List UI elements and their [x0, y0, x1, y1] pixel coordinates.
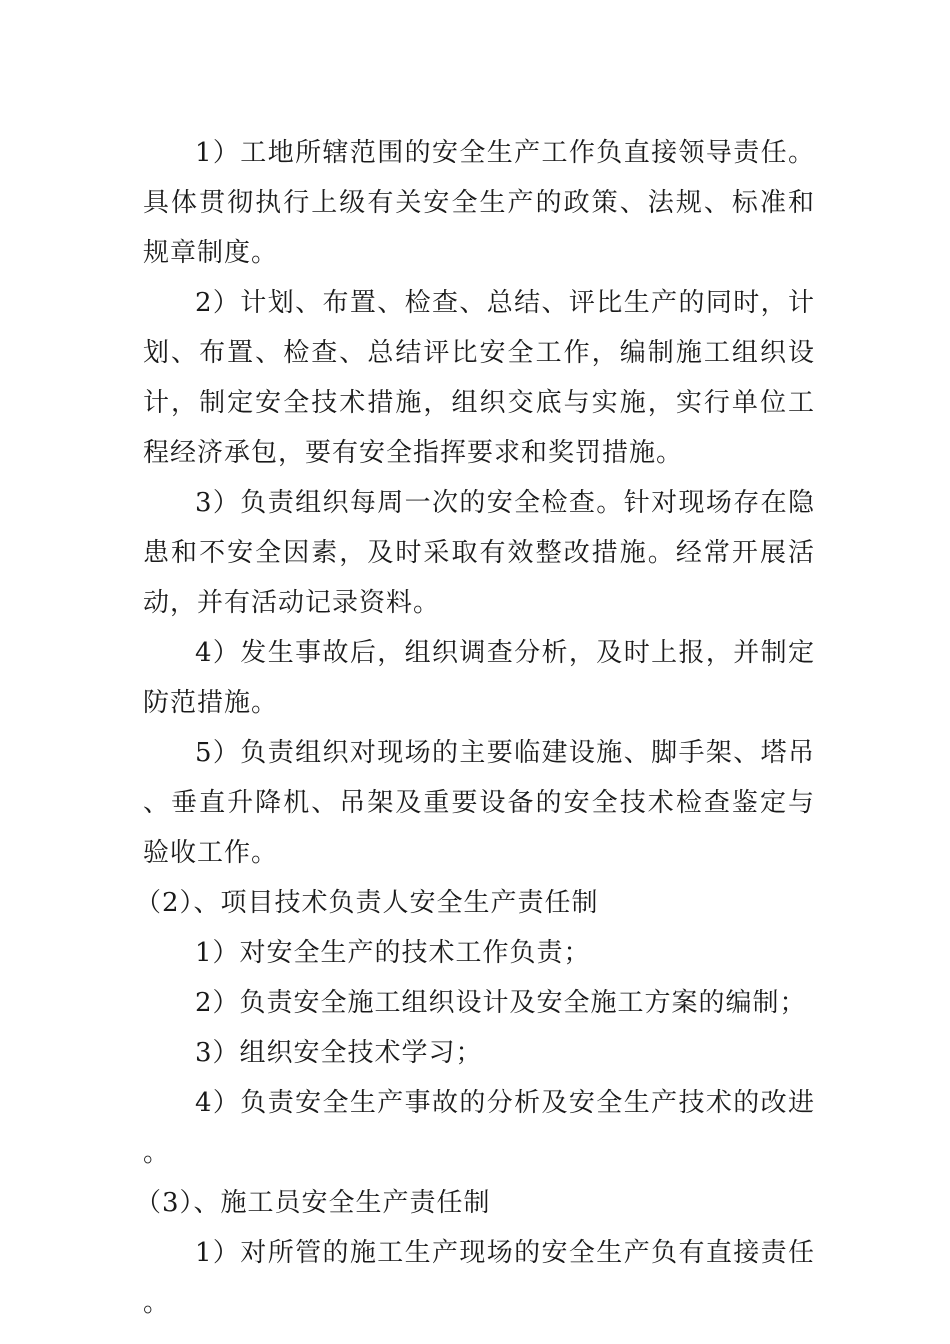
section-heading-construction-worker: （3）、施工员安全生产责任制: [135, 1188, 491, 1218]
section-heading-technical-lead: （2）、项目技术负责人安全生产责任制: [135, 888, 599, 918]
paragraph-tech-item-3: 3）组织安全技术学习；: [195, 1038, 483, 1068]
paragraph-tech-item-2: 2）负责安全施工组织设计及安全施工方案的编制；: [195, 988, 807, 1018]
document-body: [135, 128, 815, 1328]
paragraph-tech-item-1: 1）对安全生产的技术工作负责；: [195, 938, 591, 968]
paragraph-item-2: 2）计划、布置、检查、总结、评比生产的同时，计划、布置、检查、总结评比安全工作，编制施工组织设计，制定安全技术措施，组织交底与实施，实行单位工程经济承包，要有安全指挥要求和奖罚措施。: [143, 288, 815, 468]
paragraph-item-3: 3）负责组织每周一次的安全检查。针对现场存在隐患和不安全因素，及时采取有效整改措施。经常开展活动，并有活动记录资料。: [143, 488, 815, 618]
paragraph-item-5: 5）负责组织对现场的主要临建设施、脚手架、塔吊、垂直升降机、吊架及重要设备的安全技术检查鉴定与验收工作。: [143, 738, 815, 868]
paragraph-item-4: 4）发生事故后，组织调查分析，及时上报，并制定防范措施。: [143, 638, 815, 718]
paragraph-worker-item-1: 1）对所管的施工生产现场的安全生产负有直接责任。: [143, 1238, 815, 1318]
paragraph-item-1: 1）工地所辖范围的安全生产工作负直接领导责任。具体贯彻执行上级有关安全生产的政策、法规、标准和规章制度。: [143, 138, 815, 268]
paragraph-tech-item-4: 4）负责安全生产事故的分析及安全生产技术的改进。: [143, 1088, 815, 1168]
